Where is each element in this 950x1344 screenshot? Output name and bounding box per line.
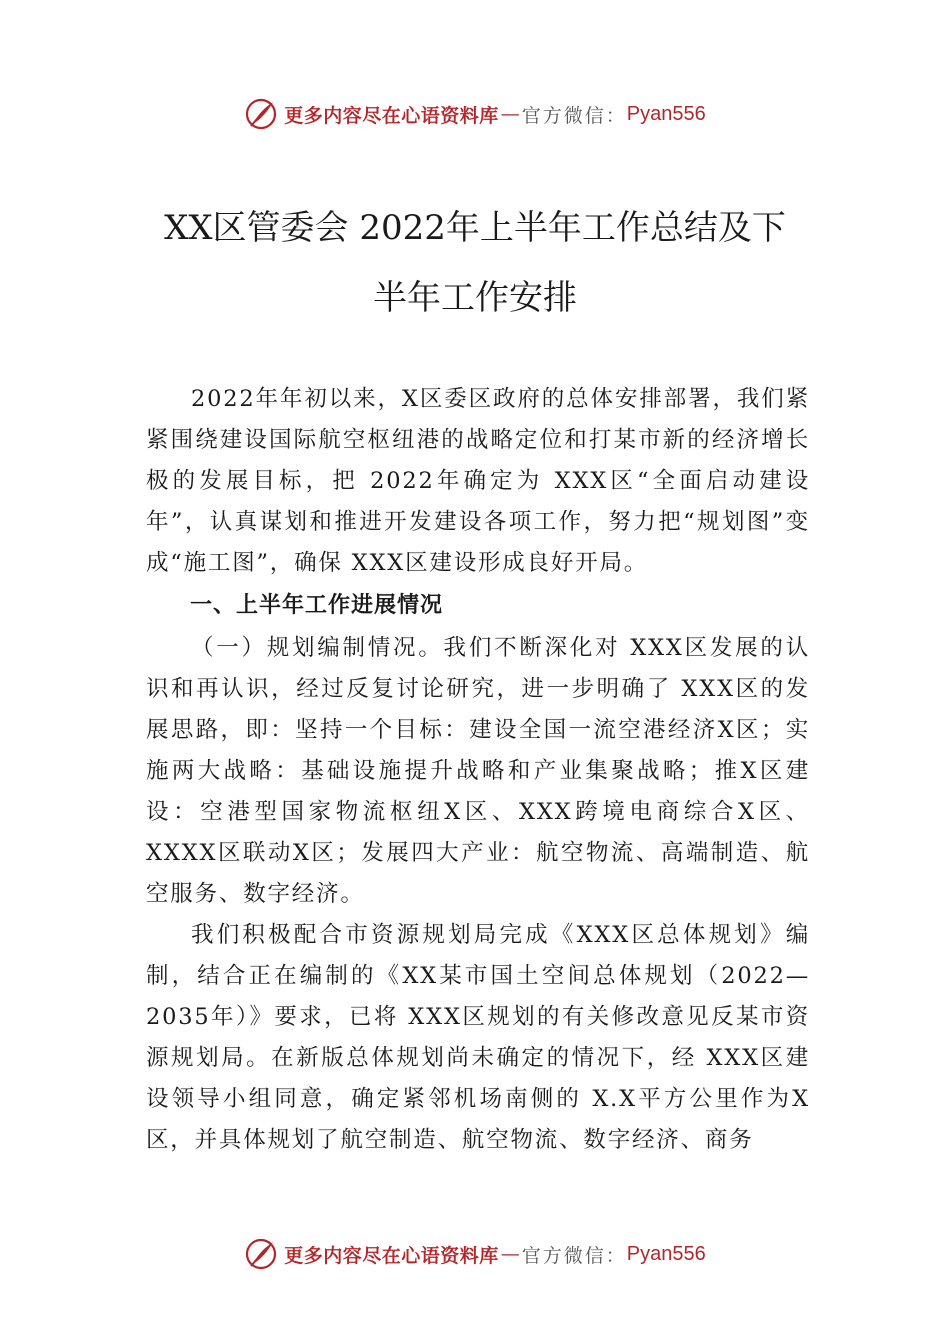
banner-label: 官方微信： [521, 1244, 627, 1267]
banner-separator: — [500, 103, 520, 125]
banner-text: 更多内容尽在心语资料库 [284, 104, 499, 127]
feather-pen-circle-icon [244, 97, 278, 131]
master-plan-paragraph: 我们积极配合市资源规划局完成《XXX区总体规划》编制，结合正在编制的《XX某市国土空间总体规划（2022—2035年）》要求，已将 XXX区规划的有关修改意见反某市资源规划局。在新版总体规划尚未确定的情况下，经 XXX区建设领导小组同意，确定紧邻机场南侧的 X.X平方公里作为X区，并具体规划了航空制造、航空物流、数字经济、商务 [146, 922, 810, 1153]
banner-separator: — [500, 1243, 520, 1265]
feather-pen-circle-icon [244, 1237, 278, 1271]
document-title-line-1: XX区管委会 2022年上半年工作总结及下 [164, 208, 786, 248]
banner-label: 官方微信： [521, 104, 627, 127]
section-heading: 一、上半年工作进展情况 [190, 593, 444, 618]
banner-account: Pyan556 [626, 1242, 706, 1265]
document-body [146, 379, 810, 1161]
banner-account: Pyan556 [626, 102, 706, 125]
header-banner [0, 94, 950, 134]
banner-text: 更多内容尽在心语资料库 [284, 1244, 499, 1267]
footer-banner [0, 1234, 950, 1274]
planning-paragraph: （一）规划编制情况。我们不断深化对 XXX区发展的认识和再认识，经过反复讨论研究，进一步明确了 XXX区的发展思路，即：坚持一个目标：建设全国一流空港经济X区；实施两大战略：基础设施提升战略和产业集聚战略；推X区建设：空港型国家物流枢纽X区、XXX跨境电商综合X区、XXXX区联动X区；发展四大产业：航空物流、高端制造、航空服务、数字经济。 [146, 635, 810, 907]
intro-paragraph: 2022年年初以来，X区委区政府的总体安排部署，我们紧紧围绕建设国际航空枢纽港的战略定位和打某市新的经济增长极的发展目标，把 2022年确定为 XXX区“全面启动建设年”，认真谋划和推进开发建设各项工作，努力把“规划图”变成“施工图”，确保 XXX区建设形成良好开局。 [146, 386, 810, 576]
document-title-line-2: 半年工作安排 [373, 278, 577, 318]
